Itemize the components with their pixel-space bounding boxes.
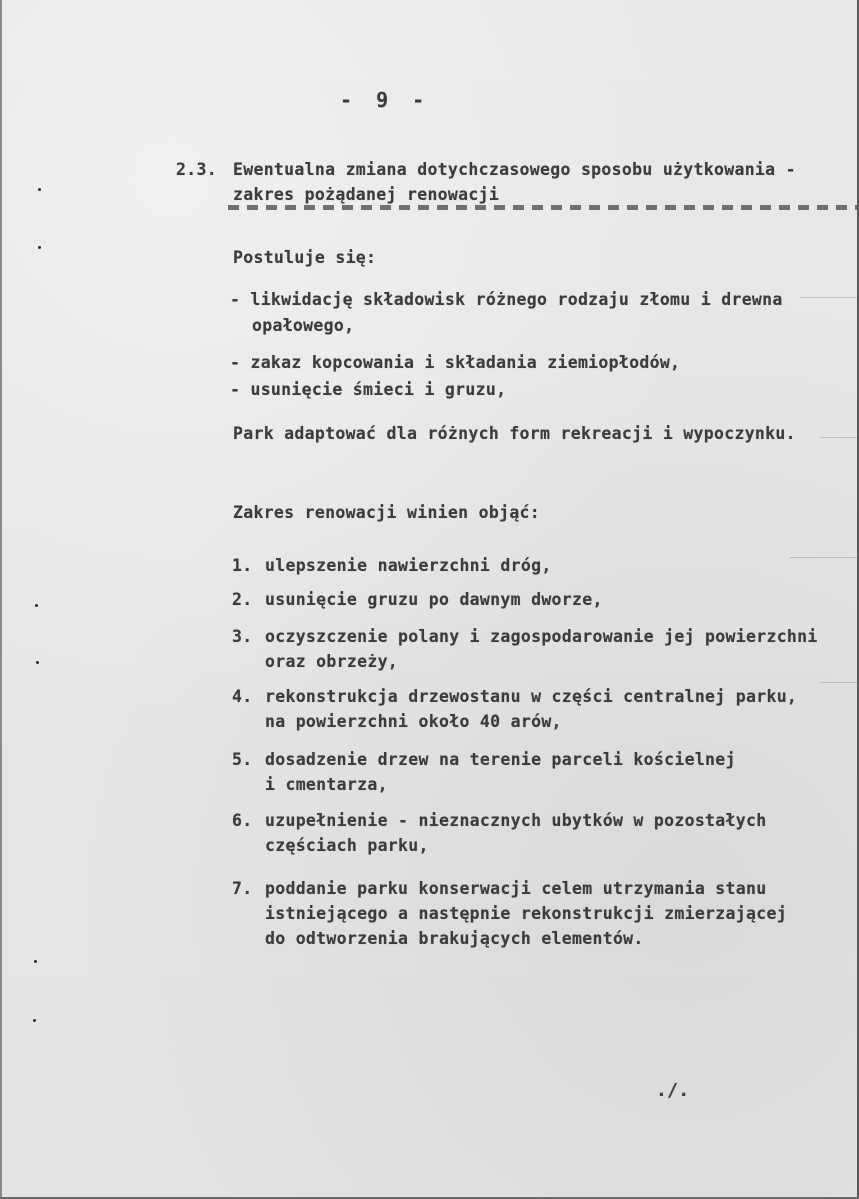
margin-speck xyxy=(34,960,37,963)
renovation-item-text: rekonstrukcja drzewostanu w części centralnej parku, xyxy=(265,687,798,706)
renovation-item-text-continuation: do odtworzenia brakujących elementów. xyxy=(265,929,644,948)
renovation-item-text: uzupełnienie - nieznacznych ubytków w pozostałych xyxy=(265,811,767,830)
margin-speck xyxy=(38,188,41,191)
page-number: - 9 - xyxy=(340,88,431,112)
section-number: 2.3. xyxy=(176,160,217,179)
paper-mark xyxy=(800,297,859,298)
renovation-item-number: 3. xyxy=(232,627,253,646)
renovation-item-number: 2. xyxy=(232,590,253,609)
margin-speck xyxy=(35,604,38,607)
renovation-item-text: usunięcie gruzu po dawnym dworze, xyxy=(265,590,603,609)
renovation-item-number: 6. xyxy=(232,811,253,830)
renovation-item-text-continuation: na powierzchni około 40 arów, xyxy=(265,712,562,731)
continuation-mark: ./. xyxy=(656,1080,690,1101)
renovation-item-text-continuation: oraz obrzeży, xyxy=(265,652,399,671)
margin-speck xyxy=(36,661,39,664)
renovation-item-number: 5. xyxy=(232,750,253,769)
renovation-item-text: ulepszenie nawierzchni dróg, xyxy=(265,556,552,575)
renovation-item-text-continuation: i cmentarza, xyxy=(265,775,388,794)
page-left-edge xyxy=(0,0,2,1199)
renovation-item-text-continuation: częściach parku, xyxy=(265,836,429,855)
renovation-item-text: oczyszczenie polany i zagospodarowanie jej powierzchni xyxy=(265,627,818,646)
margin-speck xyxy=(33,1019,36,1022)
margin-speck xyxy=(38,246,41,249)
renovation-item-number: 4. xyxy=(232,687,253,706)
section-title-line-2: zakres pożądanej renowacji xyxy=(233,185,500,204)
renovation-item-number: 1. xyxy=(232,556,253,575)
renovation-item-text-continuation: istniejącego a następnie rekonstrukcji zmierzającej xyxy=(265,904,787,923)
postulates-intro: Postuluje się: xyxy=(233,248,377,267)
paper-mark xyxy=(820,682,859,683)
park-statement: Park adaptować dla różnych form rekreacji i wypoczynku. xyxy=(233,424,796,443)
renovation-item-number: 7. xyxy=(232,879,253,898)
postulate-item-continuation: opałowego, xyxy=(252,316,355,335)
postulate-item: - zakaz kopcowania i składania ziemiopłodów, xyxy=(230,353,681,372)
postulate-item: - likwidację składowisk różnego rodzaju złomu i drewna xyxy=(230,290,783,309)
renovation-item-text: dosadzenie drzew na terenie parceli kościelnej xyxy=(265,750,736,769)
postulate-item: - usunięcie śmieci i gruzu, xyxy=(230,380,507,399)
paper-mark xyxy=(790,557,859,558)
renovation-item-text: poddanie parku konserwacji celem utrzymania stanu xyxy=(265,879,767,898)
heading-underline xyxy=(228,205,859,210)
paper-mark xyxy=(820,437,859,438)
renovation-intro: Zakres renowacji winien objąć: xyxy=(233,503,541,522)
section-title-line-1: Ewentualna zmiana dotychczasowego sposobu użytkowania - xyxy=(233,160,796,179)
